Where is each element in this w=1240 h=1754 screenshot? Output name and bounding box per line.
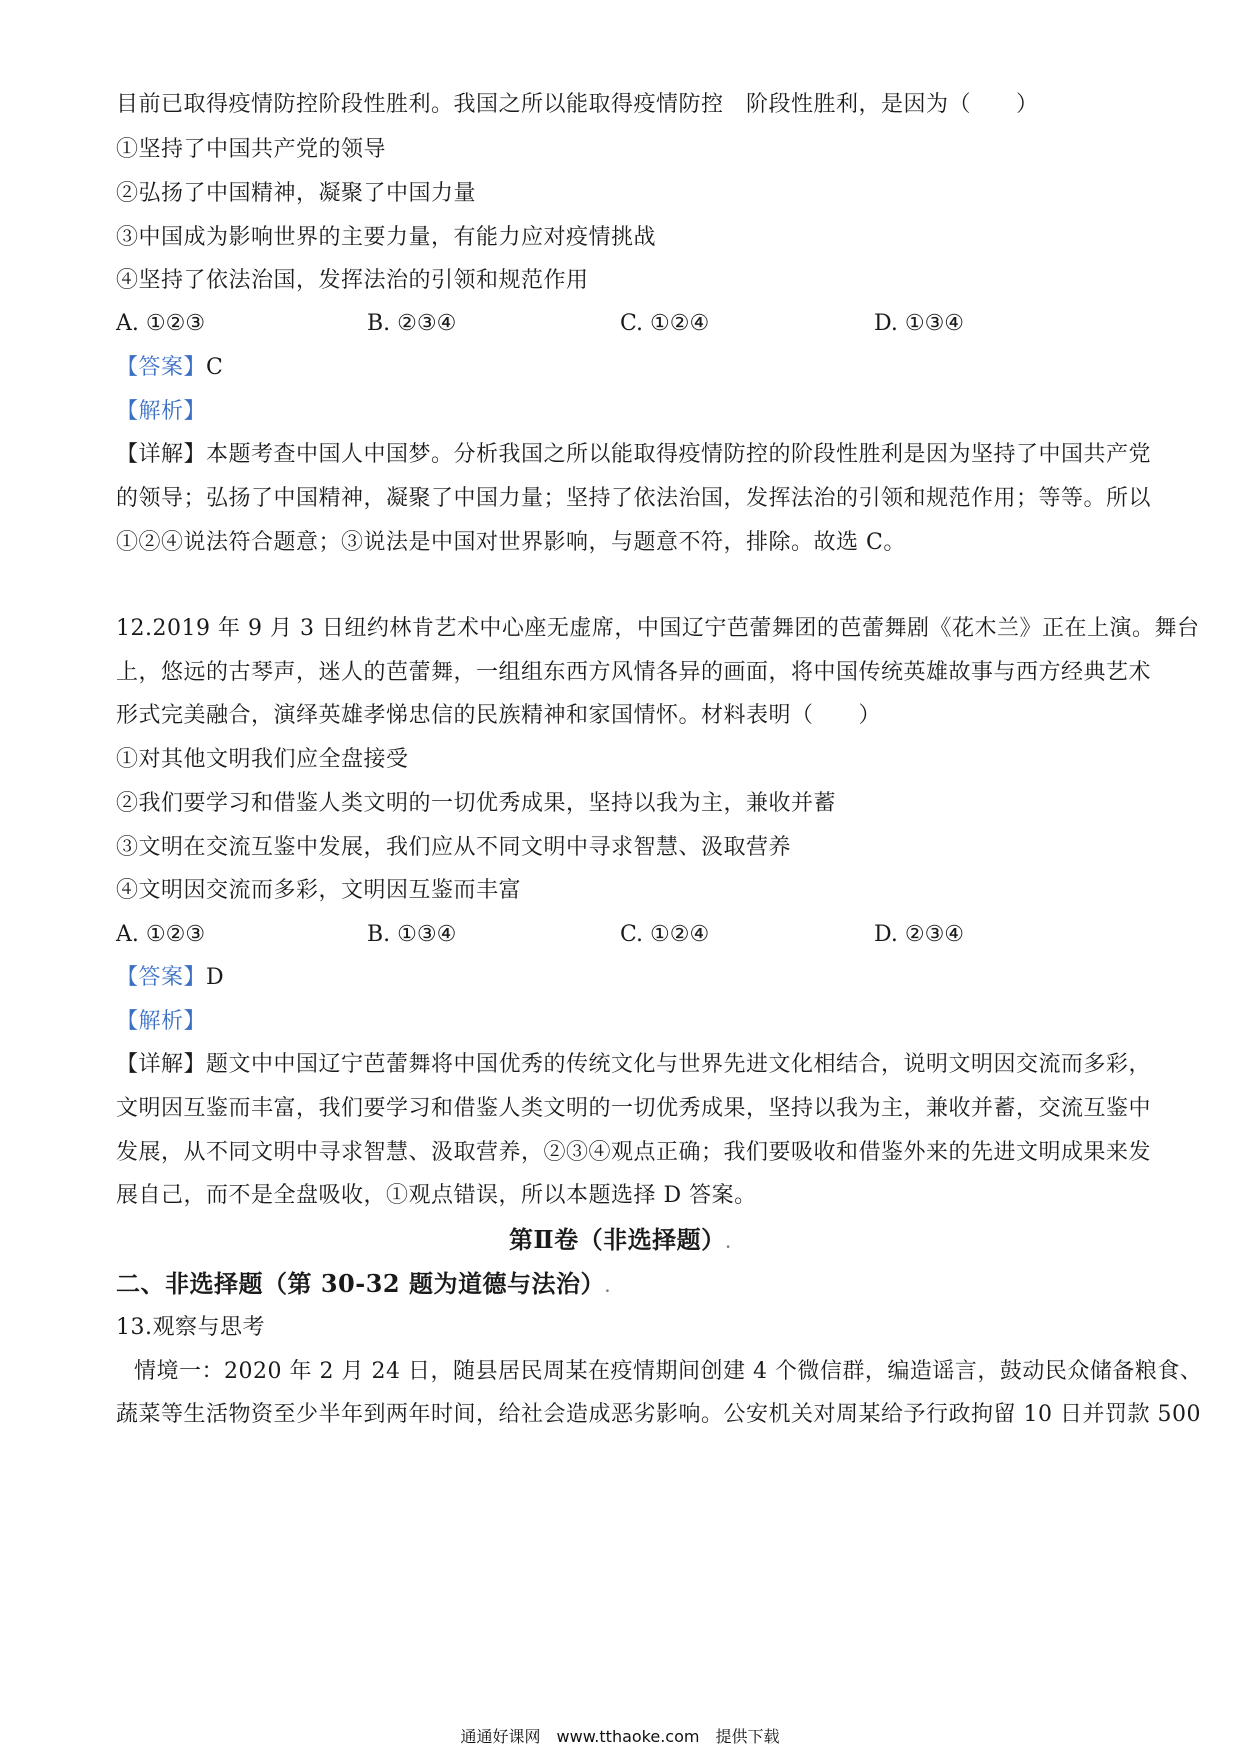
q13-scenario-line-1: 情境一：2020 年 2 月 24 日，随县居民周某在疫情期间创建 4 个微信群，编造谣言，鼓动民众储备粮食、 bbox=[134, 1359, 1203, 1384]
q12-options bbox=[116, 920, 1136, 950]
q12-detail-line-1 bbox=[116, 1050, 1152, 1080]
q11-answer-tag: 【答案】 bbox=[116, 355, 207, 380]
q11-detail-text-1: 本题考查中国人中国梦。分析我国之所以能取得疫情防控的阶段性胜利是因为坚持了中国共产党 bbox=[206, 442, 1152, 467]
q12-detail-text-1: 题文中中国辽宁芭蕾舞将中国优秀的传统文化与世界先进文化相结合，说明文明因交流而多彩， bbox=[206, 1052, 1152, 1077]
volume-title bbox=[0, 1225, 1240, 1259]
q12-answer-value: D bbox=[206, 965, 225, 990]
q12-stem-line-3: 形式完美融合，演绎英雄孝悌忠信的民族精神和家国情怀。材料表明（ ） bbox=[116, 703, 882, 728]
q11-answer bbox=[116, 353, 1136, 383]
q12-detail-line-4: 展自己，而不是全盘吸收，①观点错误，所以本题选择 D 答案。 bbox=[116, 1183, 757, 1208]
trailing-dot-mark: . bbox=[604, 1280, 611, 1296]
q11-option-d: D. ①③④ bbox=[874, 311, 965, 336]
q12-item-1: ①对其他文明我们应全盘接受 bbox=[116, 747, 409, 772]
q11-detail-line-3: ①②④说法符合题意；③说法是中国对世界影响，与题意不符，排除。故选 C。 bbox=[116, 530, 906, 555]
q12-stem-line-1: 12.2019 年 9 月 3 日纽约林肯艺术中心座无虚席，中国辽宁芭蕾舞团的芭蕾舞剧《花木兰》正在上演。舞台 bbox=[116, 616, 1200, 641]
q12-option-d: D. ②③④ bbox=[874, 922, 965, 947]
q12-item-3: ③文明在交流互鉴中发展，我们应从不同文明中寻求智慧、汲取营养 bbox=[116, 835, 792, 860]
q12-detail-line-2: 文明因互鉴而丰富，我们要学习和借鉴人类文明的一切优秀成果，坚持以我为主，兼收并蓄，交流互鉴中 bbox=[116, 1096, 1152, 1121]
q13-title: 13.观察与思考 bbox=[116, 1315, 265, 1340]
q12-option-c: C. ①②④ bbox=[620, 922, 710, 947]
q11-item-4: ④坚持了依法治国，发挥法治的引领和规范作用 bbox=[116, 268, 589, 293]
q11-item-3: ③中国成为影响世界的主要力量，有能力应对疫情挑战 bbox=[116, 225, 657, 250]
q11-analysis-tag: 【解析】 bbox=[116, 399, 207, 424]
q12-answer bbox=[116, 963, 1136, 993]
part-title bbox=[116, 1269, 1136, 1303]
part-title-text: 二、非选择题（第 30-32 题为道德与法治） bbox=[116, 1269, 605, 1298]
volume-title-text: 第Ⅱ卷（非选择题） bbox=[508, 1225, 726, 1254]
q12-detail-line-3: 发展，从不同文明中寻求智慧、汲取营养，②③④观点正确；我们要吸收和借鉴外来的先进文明成果来发 bbox=[116, 1140, 1152, 1165]
q11-options bbox=[116, 309, 1136, 339]
q12-item-2: ②我们要学习和借鉴人类文明的一切优秀成果，坚持以我为主，兼收并蓄 bbox=[116, 791, 837, 816]
q11-detail-line-2: 的领导；弘扬了中国精神，凝聚了中国力量；坚持了依法治国，发挥法治的引领和规范作用；等等。所以 bbox=[116, 486, 1152, 511]
q12-option-a: A. ①②③ bbox=[116, 922, 206, 947]
page-footer: 通通好课网 www.tthaoke.com 提供下载 bbox=[460, 1727, 780, 1746]
q11-stem: 目前已取得疫情防控阶段性胜利。我国之所以能取得疫情防控 阶段性胜利，是因为（ ） bbox=[116, 92, 1039, 117]
q11-detail-line-1 bbox=[116, 440, 1152, 470]
q11-option-b: B. ②③④ bbox=[367, 311, 457, 336]
q11-item-2: ②弘扬了中国精神，凝聚了中国力量 bbox=[116, 181, 477, 206]
q12-stem-line-2: 上，悠远的古琴声，迷人的芭蕾舞，一组组东西方风情各异的画面，将中国传统英雄故事与西方经典艺术 bbox=[116, 660, 1152, 685]
q11-detail-tag: 【详解】 bbox=[116, 442, 207, 467]
q12-detail-tag: 【详解】 bbox=[116, 1052, 207, 1077]
q12-option-b: B. ①③④ bbox=[367, 922, 457, 947]
q11-answer-value: C bbox=[206, 355, 224, 380]
q12-item-4: ④文明因交流而多彩，文明因互鉴而丰富 bbox=[116, 878, 522, 903]
q12-answer-tag: 【答案】 bbox=[116, 965, 207, 990]
q11-option-c: C. ①②④ bbox=[620, 311, 710, 336]
q12-analysis-tag: 【解析】 bbox=[116, 1009, 207, 1034]
q13-scenario-line-2: 蔬菜等生活物资至少半年到两年时间，给社会造成恶劣影响。公安机关对周某给予行政拘留 10 日并罚款 500 bbox=[116, 1402, 1201, 1427]
trailing-dot-mark: . bbox=[725, 1236, 732, 1252]
q11-item-1: ①坚持了中国共产党的领导 bbox=[116, 137, 387, 162]
q11-option-a: A. ①②③ bbox=[116, 311, 206, 336]
